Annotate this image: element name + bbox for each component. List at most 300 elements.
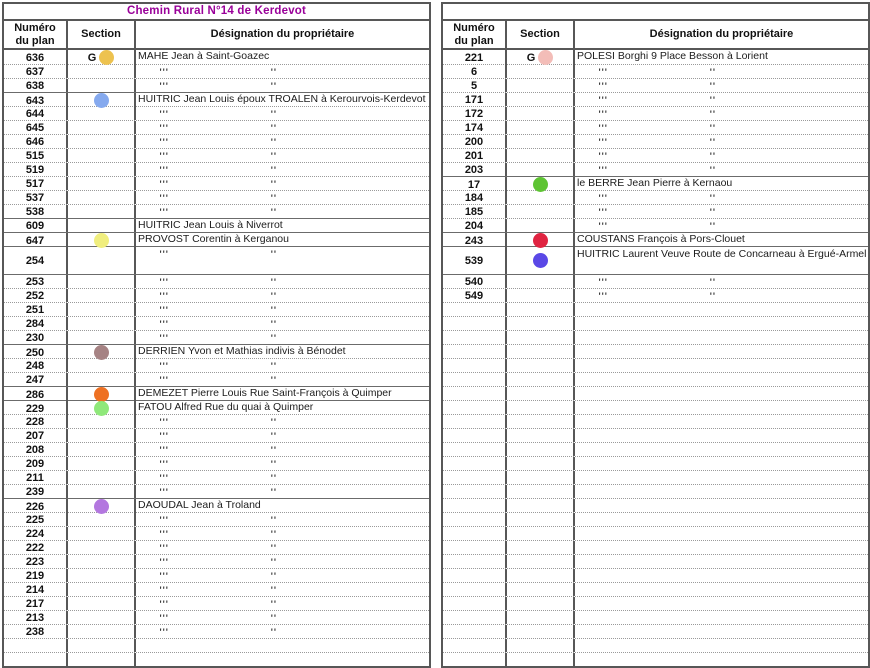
ditto-mark: ''': [159, 627, 169, 637]
ditto-mark: '': [270, 333, 278, 343]
ditto-mark: ''': [159, 571, 169, 581]
table-row: [443, 428, 868, 442]
table-row: [4, 204, 429, 218]
section-cell: [507, 387, 575, 400]
ditto-mark: ''': [159, 515, 169, 525]
table-row: [4, 372, 429, 386]
plan-number-cell: 204: [443, 219, 507, 232]
owner-cell: [575, 387, 868, 400]
table-row: [4, 120, 429, 134]
table-row: [443, 400, 868, 414]
owner-cell: [136, 527, 429, 540]
ditto-mark: '': [270, 515, 278, 525]
table-row: [443, 358, 868, 372]
owner-cell: MAHE Jean à Saint-Goazec: [138, 50, 270, 62]
section-cell: [507, 275, 575, 288]
table-row: [443, 316, 868, 330]
plan-number-cell: 549: [443, 289, 507, 302]
table-row: [443, 624, 868, 638]
table-row: [4, 526, 429, 540]
section-cell: [68, 93, 136, 108]
table-row: [4, 596, 429, 610]
section-cell: [507, 247, 575, 274]
section-cell: [507, 569, 575, 582]
owner-cell: [136, 135, 429, 148]
ditto-mark: ''': [159, 543, 169, 553]
section-cell: [68, 583, 136, 596]
table-row: [443, 204, 868, 218]
table-row: [4, 470, 429, 484]
ditto-mark: '': [709, 193, 717, 203]
ditto-mark: ''': [598, 81, 608, 91]
section-cell: [507, 513, 575, 526]
plan-number-cell: [443, 485, 507, 498]
plan-number-cell: 208: [4, 443, 68, 456]
plan-number-cell: 17: [443, 177, 507, 192]
owner-cell: [575, 373, 868, 386]
plan-number-cell: [443, 513, 507, 526]
section-letter: G: [87, 51, 97, 64]
plan-number-cell: 185: [443, 205, 507, 218]
table-row: [443, 330, 868, 344]
plan-number-cell: 540: [443, 275, 507, 288]
table-row: [4, 554, 429, 568]
ditto-mark: ''': [159, 417, 169, 427]
section-cell: [68, 569, 136, 582]
plan-number-cell: 250: [4, 345, 68, 360]
plan-number-cell: [443, 373, 507, 386]
section-cell: [68, 471, 136, 484]
owner-color-dot: [94, 499, 109, 514]
owner-cell: [136, 191, 429, 204]
table-row: [4, 498, 429, 512]
owner-cell: [136, 513, 429, 526]
section-cell: [68, 107, 136, 120]
owner-color-dot: [99, 50, 114, 65]
table-row: [443, 596, 868, 610]
section-cell: [507, 597, 575, 610]
ditto-mark: '': [270, 529, 278, 539]
table-row: [443, 50, 868, 64]
owner-cell: COUSTANS François à Pors-Clouet: [577, 233, 745, 245]
owner-cell: [575, 499, 868, 512]
owner-cell: [575, 289, 868, 302]
owner-cell: [575, 93, 868, 106]
ditto-mark: ''': [598, 109, 608, 119]
ditto-mark: '': [270, 277, 278, 287]
table-row: [4, 316, 429, 330]
table-row: [4, 134, 429, 148]
ditto-mark: '': [270, 137, 278, 147]
section-cell: [507, 79, 575, 92]
section-cell: [68, 443, 136, 456]
ditto-mark: ''': [159, 81, 169, 91]
owner-cell: FATOU Alfred Rue du quai à Quimper: [138, 401, 314, 413]
ditto-mark: '': [270, 165, 278, 175]
section-cell: [507, 415, 575, 428]
plan-number-cell: 5: [443, 79, 507, 92]
section-cell: [68, 121, 136, 134]
section-cell: [68, 625, 136, 638]
owner-cell: [136, 415, 429, 428]
table-row: [443, 372, 868, 386]
owner-cell: [136, 625, 429, 638]
owner-color-dot: [533, 253, 548, 268]
section-cell: [68, 50, 136, 65]
section-cell: [507, 471, 575, 484]
page-title: Chemin Rural N°14 de Kerdevot: [4, 4, 429, 21]
owner-cell: [136, 569, 429, 582]
section-cell: [68, 457, 136, 470]
owner-cell: [136, 359, 429, 372]
table-row: [4, 358, 429, 372]
section-cell: [507, 653, 575, 666]
plan-number-cell: 646: [4, 135, 68, 148]
section-cell: [507, 163, 575, 176]
plan-number-cell: 286: [4, 387, 68, 402]
table-row: [443, 610, 868, 624]
ditto-mark: '': [270, 193, 278, 203]
section-cell: [68, 317, 136, 330]
plan-number-cell: 538: [4, 205, 68, 218]
plan-number-cell: 238: [4, 625, 68, 638]
section-cell: [507, 219, 575, 232]
ditto-mark: ''': [159, 165, 169, 175]
plan-number-cell: [443, 317, 507, 330]
plan-number-cell: 224: [4, 527, 68, 540]
owner-cell: [575, 149, 868, 162]
ditto-mark: ''': [159, 137, 169, 147]
ditto-mark: ''': [159, 277, 169, 287]
section-cell: [507, 65, 575, 78]
plan-number-cell: 252: [4, 289, 68, 302]
section-cell: [507, 625, 575, 638]
table-row: [4, 484, 429, 498]
owner-cell: [575, 107, 868, 120]
ditto-mark: ''': [598, 67, 608, 77]
section-cell: [507, 401, 575, 414]
table-row: [443, 554, 868, 568]
ditto-mark: '': [270, 319, 278, 329]
owner-cell: [575, 569, 868, 582]
ditto-mark: ''': [159, 585, 169, 595]
table-row: [4, 540, 429, 554]
owner-cell: [575, 359, 868, 372]
owner-cell: [575, 639, 868, 652]
plan-number-cell: [443, 471, 507, 484]
table-row: [4, 414, 429, 428]
ditto-mark: '': [270, 473, 278, 483]
owner-cell: [575, 121, 868, 134]
ditto-mark: '': [270, 361, 278, 371]
owner-color-dot: [94, 387, 109, 402]
owner-cell: [136, 289, 429, 302]
right-table-rows: [443, 50, 868, 666]
section-cell: [507, 541, 575, 554]
table-row: [4, 232, 429, 246]
ditto-mark: ''': [159, 291, 169, 301]
left-table-header: [4, 21, 429, 50]
table-row: [4, 512, 429, 526]
ditto-mark: ''': [159, 487, 169, 497]
ditto-mark: '': [270, 487, 278, 497]
section-cell: [68, 527, 136, 540]
section-cell: [68, 275, 136, 288]
ditto-mark: ''': [159, 305, 169, 315]
table-row: [4, 400, 429, 414]
ditto-mark: '': [709, 221, 717, 231]
table-row: [443, 456, 868, 470]
plan-number-cell: 254: [4, 247, 68, 274]
table-row: [4, 428, 429, 442]
ditto-mark: '': [270, 571, 278, 581]
section-cell: [68, 135, 136, 148]
owner-color-dot: [94, 345, 109, 360]
owner-cell: [136, 79, 429, 92]
plan-number-cell: [443, 303, 507, 316]
plan-number-cell: 230: [4, 331, 68, 344]
table-row: [4, 624, 429, 638]
plan-number-cell: [443, 429, 507, 442]
table-row: [443, 274, 868, 288]
owner-cell: [136, 303, 429, 316]
owner-cell: [575, 345, 868, 358]
section-cell: [507, 107, 575, 120]
owner-color-dot: [94, 233, 109, 248]
plan-number-cell: [443, 569, 507, 582]
ditto-mark: ''': [159, 67, 169, 77]
ditto-mark: ''': [159, 123, 169, 133]
section-cell: [507, 499, 575, 512]
owner-cell: [136, 583, 429, 596]
owner-cell: [575, 541, 868, 554]
table-row: [443, 386, 868, 400]
section-cell: [507, 359, 575, 372]
ditto-mark: ''': [159, 109, 169, 119]
section-cell: [507, 429, 575, 442]
plan-number-cell: 609: [4, 219, 68, 232]
section-cell: [68, 247, 136, 274]
ditto-mark: ''': [598, 221, 608, 231]
owner-color-dot: [533, 233, 548, 248]
ditto-mark: '': [270, 109, 278, 119]
plan-number-cell: 643: [4, 93, 68, 108]
owner-cell: [575, 219, 868, 232]
table-row: [443, 176, 868, 190]
owner-cell: [575, 275, 868, 288]
plan-number-cell: 171: [443, 93, 507, 106]
owner-cell: [575, 653, 868, 666]
section-cell: [68, 373, 136, 386]
section-cell: [507, 303, 575, 316]
plan-number-cell: 201: [443, 149, 507, 162]
ditto-mark: ''': [598, 165, 608, 175]
plan-number-cell: 229: [4, 401, 68, 416]
ditto-mark: '': [270, 375, 278, 385]
owner-cell: [136, 247, 429, 274]
plan-number-cell: [443, 597, 507, 610]
plan-number-cell: [443, 611, 507, 624]
ditto-mark: '': [709, 123, 717, 133]
table-row: [443, 344, 868, 358]
owner-cell: [136, 149, 429, 162]
table-row: [443, 540, 868, 554]
section-cell: [68, 401, 136, 416]
table-row: [4, 218, 429, 232]
plan-number-cell: 214: [4, 583, 68, 596]
ditto-mark: ''': [159, 193, 169, 203]
owner-cell: [136, 639, 429, 652]
plan-number-cell: [443, 457, 507, 470]
owner-cell: HUITRIC Jean Louis à Niverrot: [138, 219, 283, 231]
owner-cell: DERRIEN Yvon et Mathias indivis à Bénodet: [138, 345, 346, 357]
table-row: [4, 92, 429, 106]
owner-cell: [136, 597, 429, 610]
section-cell: [68, 415, 136, 428]
section-cell: [507, 149, 575, 162]
plan-number-cell: 636: [4, 50, 68, 65]
owner-cell: HUITRIC Jean Louis époux TROALEN à Kerourvois-Kerdevot: [138, 93, 426, 105]
section-cell: [68, 219, 136, 232]
table-row: [443, 162, 868, 176]
owner-cell: [575, 135, 868, 148]
table-row: [443, 120, 868, 134]
section-cell: [507, 135, 575, 148]
table-row: [4, 78, 429, 92]
table-row: [443, 638, 868, 652]
ditto-mark: ''': [159, 333, 169, 343]
plan-number-cell: 519: [4, 163, 68, 176]
ditto-mark: ''': [159, 599, 169, 609]
ditto-mark: '': [270, 599, 278, 609]
ditto-mark: '': [709, 67, 717, 77]
table-row: [4, 302, 429, 316]
owner-cell: [575, 331, 868, 344]
right-table-header: [443, 21, 868, 50]
plan-number-cell: 226: [4, 499, 68, 514]
section-cell: [507, 177, 575, 192]
ditto-mark: ''': [159, 459, 169, 469]
section-cell: [68, 233, 136, 248]
owner-cell: [575, 597, 868, 610]
plan-number-cell: 209: [4, 457, 68, 470]
owner-cell: [575, 625, 868, 638]
section-cell: [507, 93, 575, 106]
ditto-mark: ''': [159, 179, 169, 189]
owner-color-dot: [538, 50, 553, 65]
owner-cell: [575, 513, 868, 526]
table-row: [443, 442, 868, 456]
table-row: [443, 498, 868, 512]
table-row: [4, 274, 429, 288]
section-cell: [507, 233, 575, 248]
section-cell: [507, 583, 575, 596]
section-cell: [68, 205, 136, 218]
plan-number-cell: [443, 401, 507, 414]
owner-cell: HUITRIC Laurent Veuve Route de Concarneau à Ergué-Armel: [577, 248, 867, 260]
owner-cell: [136, 121, 429, 134]
right-table-title-empty: [443, 4, 868, 21]
owner-cell: [136, 177, 429, 190]
plan-number-cell: 515: [4, 149, 68, 162]
owner-cell: [136, 429, 429, 442]
ditto-mark: ''': [159, 445, 169, 455]
plan-number-cell: 284: [4, 317, 68, 330]
ditto-mark: ''': [159, 361, 169, 371]
owner-cell: [136, 107, 429, 120]
table-row: [4, 64, 429, 78]
plan-number-cell: [443, 527, 507, 540]
ditto-mark: '': [270, 431, 278, 441]
section-cell: [68, 513, 136, 526]
plan-number-cell: 517: [4, 177, 68, 190]
plan-number-cell: 200: [443, 135, 507, 148]
owner-cell: [575, 611, 868, 624]
owner-cell: [136, 275, 429, 288]
table-row: [443, 246, 868, 274]
plan-number-cell: 6: [443, 65, 507, 78]
plan-number-cell: 239: [4, 485, 68, 498]
owner-cell: [575, 303, 868, 316]
section-cell: [68, 359, 136, 372]
owner-cell: [136, 611, 429, 624]
table-row: [4, 330, 429, 344]
section-cell: [507, 527, 575, 540]
plan-number-cell: 228: [4, 415, 68, 428]
ditto-mark: ''': [159, 557, 169, 567]
column-header-plan: Numéro du plan: [4, 21, 68, 48]
ditto-mark: ''': [598, 95, 608, 105]
plan-number-cell: 645: [4, 121, 68, 134]
section-cell: [507, 555, 575, 568]
owner-color-dot: [94, 401, 109, 416]
ditto-mark: '': [270, 207, 278, 217]
ditto-mark: ''': [598, 151, 608, 161]
plan-number-cell: 248: [4, 359, 68, 372]
plan-number-cell: 203: [443, 163, 507, 176]
ditto-mark: '': [270, 81, 278, 91]
table-row: [4, 344, 429, 358]
owner-cell: [575, 485, 868, 498]
plan-number-cell: [443, 415, 507, 428]
plan-number-cell: 537: [4, 191, 68, 204]
ditto-mark: ''': [159, 375, 169, 385]
section-cell: [507, 205, 575, 218]
table-row: [4, 456, 429, 470]
plan-number-cell: 221: [443, 50, 507, 65]
section-cell: [507, 345, 575, 358]
table-row: [443, 484, 868, 498]
owner-cell: [136, 331, 429, 344]
owner-cell: [575, 471, 868, 484]
ditto-mark: '': [270, 417, 278, 427]
plan-number-cell: [4, 653, 68, 666]
plan-number-cell: 647: [4, 233, 68, 248]
ditto-mark: '': [270, 123, 278, 133]
section-cell: [68, 345, 136, 360]
ditto-mark: '': [709, 109, 717, 119]
section-cell: [68, 289, 136, 302]
table-row: [4, 386, 429, 400]
owner-cell: [575, 415, 868, 428]
ditto-mark: '': [270, 557, 278, 567]
ditto-mark: '': [270, 459, 278, 469]
ditto-mark: '': [270, 151, 278, 161]
owner-cell: [575, 79, 868, 92]
owner-cell: [136, 471, 429, 484]
plan-number-cell: [443, 499, 507, 512]
section-cell: [68, 303, 136, 316]
